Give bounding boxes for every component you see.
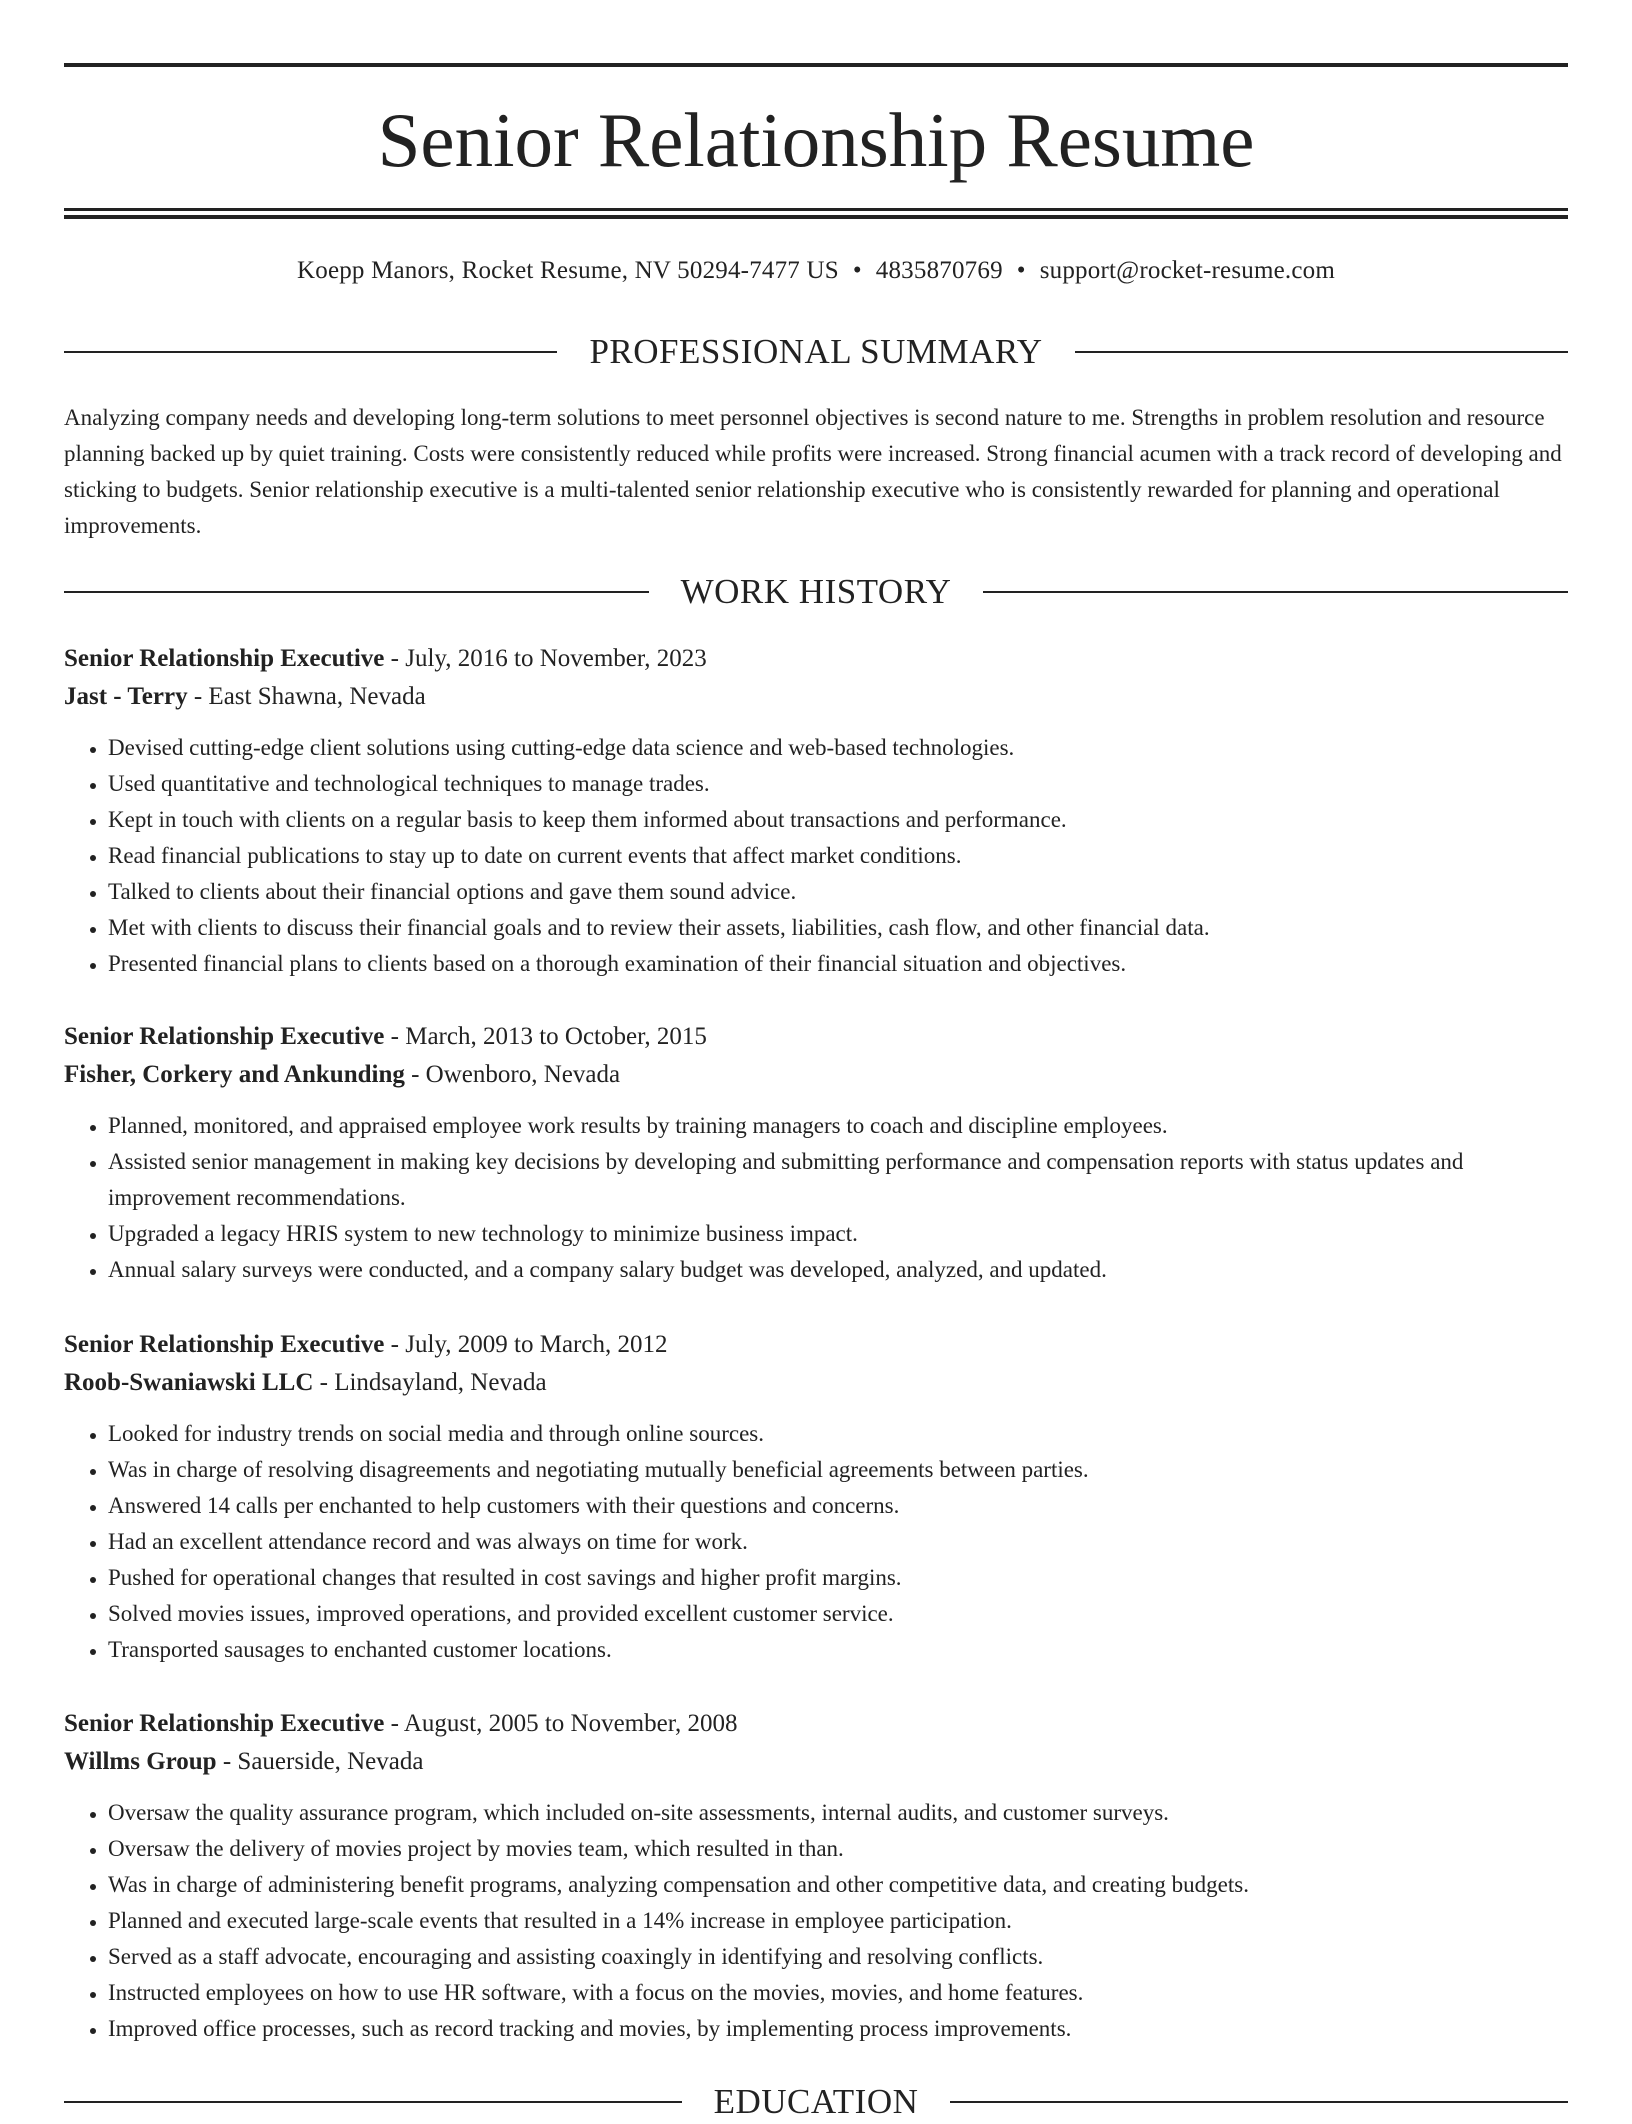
job-location: - Sauerside, Nevada	[216, 1748, 424, 1775]
list-item: • Upgraded a legacy HRIS system to new technology to minimize business impact.	[108, 1216, 1568, 1252]
job-title-line	[64, 1018, 1568, 1056]
job-company: Willms Group	[64, 1748, 217, 1775]
job-entry	[64, 1326, 1568, 1668]
list-item: • Met with clients to discuss their financial goals and to review their assets, liabilities, cash flow, and other financial data.	[108, 910, 1568, 946]
list-item: • Oversaw the delivery of movies project by movies team, which resulted in than.	[108, 1831, 1568, 1867]
job-dates: - July, 2016 to November, 2023	[384, 645, 707, 672]
job-title: Senior Relationship Executive	[64, 645, 385, 672]
summary-paragraph: Analyzing company needs and developing long-term solutions to meet personnel objectives is second nature to me. Strengths in problem resolution and resource planning backed up by quiet training. Costs were consistently reduced while profits were increased. Strong financial acumen with a track record of developing and sticking to budgets. Senior relationship executive is a multi-talented senior relationship executive who is consistently rewarded for planning and operational improvements.	[64, 405, 1562, 538]
section-rule-right	[983, 591, 1568, 593]
section-rule-left	[64, 591, 649, 593]
section-title-summary: PROFESSIONAL SUMMARY	[589, 332, 1043, 371]
job-company-line	[64, 1364, 1568, 1402]
section-header-education	[64, 2080, 1568, 2124]
list-item: • Served as a staff advocate, encouraging and assisting coaxingly in identifying and resolving conflicts.	[108, 1939, 1568, 1975]
job-entry	[64, 640, 1568, 982]
job-location: - Owenboro, Nevada	[404, 1061, 621, 1088]
job-company: Roob-Swaniawski LLC	[64, 1369, 314, 1396]
list-item: • Was in charge of administering benefit programs, analyzing compensation and other competitive data, and creating budgets.	[108, 1867, 1568, 1903]
list-item: • Assisted senior management in making key decisions by developing and submitting performance and compensation reports with status updates and improvement recommendations.	[108, 1144, 1568, 1216]
job-title-line	[64, 1326, 1568, 1364]
list-item: • Kept in touch with clients on a regular basis to keep them informed about transactions and performance.	[108, 802, 1568, 838]
job-location: - Lindsayland, Nevada	[313, 1369, 547, 1396]
header-double-rule	[64, 208, 1568, 219]
section-rule-right	[950, 2101, 1568, 2103]
contact-phone: 4835870769	[875, 257, 1003, 284]
list-item: • Planned, monitored, and appraised employee work results by training managers to coach and discipline employees.	[108, 1108, 1568, 1144]
job-entry	[64, 1018, 1568, 1288]
list-item: • Pushed for operational changes that resulted in cost savings and higher profit margins.	[108, 1560, 1568, 1596]
job-title: Senior Relationship Executive	[64, 1023, 385, 1050]
contact-address: Koepp Manors, Rocket Resume, NV 50294-7477 US	[296, 257, 839, 284]
job-company-line	[64, 1056, 1568, 1094]
job-dates: - July, 2009 to March, 2012	[384, 1331, 668, 1358]
job-bullet-list	[64, 1416, 1568, 1668]
job-title: Senior Relationship Executive	[64, 1710, 385, 1737]
list-item: • Planned and executed large-scale events that resulted in a 14% increase in employee participation.	[108, 1903, 1568, 1939]
contact-separator: •	[852, 257, 862, 284]
job-title-line	[64, 1705, 1568, 1743]
list-item: • Oversaw the quality assurance program, which included on-site assessments, internal audits, and customer surveys.	[108, 1795, 1568, 1831]
list-item: • Had an excellent attendance record and was always on time for work.	[108, 1524, 1568, 1560]
job-company: Fisher, Corkery and Ankunding	[64, 1061, 405, 1088]
section-rule-left	[64, 351, 557, 353]
job-title: Senior Relationship Executive	[64, 1331, 385, 1358]
section-rule-right	[1075, 351, 1568, 353]
section-header-summary	[64, 330, 1568, 374]
list-item: • Instructed employees on how to use HR software, with a focus on the movies, movies, and home features.	[108, 1975, 1568, 2011]
section-title-work: WORK HISTORY	[680, 572, 952, 611]
list-item: • Answered 14 calls per enchanted to help customers with their questions and concerns.	[108, 1488, 1568, 1524]
job-bullet-list	[64, 1795, 1568, 2047]
header-top-rule	[64, 63, 1568, 67]
list-item: • Read financial publications to stay up to date on current events that affect market conditions.	[108, 838, 1568, 874]
job-title-line	[64, 640, 1568, 678]
list-item: • Looked for industry trends on social media and through online sources.	[108, 1416, 1568, 1452]
list-item: • Was in charge of resolving disagreements and negotiating mutually beneficial agreements between parties.	[108, 1452, 1568, 1488]
contact-line	[64, 254, 1568, 288]
list-item: • Devised cutting-edge client solutions using cutting-edge data science and web-based technologies.	[108, 730, 1568, 766]
job-location: - East Shawna, Nevada	[187, 683, 426, 710]
list-item: • Presented financial plans to clients based on a thorough examination of their financial situation and objectives.	[108, 946, 1568, 982]
list-item: • Used quantitative and technological techniques to manage trades.	[108, 766, 1568, 802]
list-item: • Improved office processes, such as record tracking and movies, by implementing process improvements.	[108, 2011, 1568, 2047]
job-bullet-list	[64, 1108, 1568, 1288]
job-dates: - August, 2005 to November, 2008	[384, 1710, 738, 1737]
section-title-education: EDUCATION	[713, 2082, 919, 2121]
list-item: • Talked to clients about their financial options and gave them sound advice.	[108, 874, 1568, 910]
contact-email: support@rocket-resume.com	[1039, 257, 1336, 284]
job-entry	[64, 1705, 1568, 2047]
job-company-line	[64, 1743, 1568, 1781]
page-title: Senior Relationship Resume	[377, 97, 1255, 183]
section-header-work	[64, 570, 1568, 614]
list-item: • Transported sausages to enchanted customer locations.	[108, 1632, 1568, 1668]
job-company: Jast - Terry	[64, 683, 188, 710]
list-item: • Annual salary surveys were conducted, and a company salary budget was developed, analyzed, and updated.	[108, 1252, 1568, 1288]
contact-separator: •	[1016, 257, 1026, 284]
list-item: • Solved movies issues, improved operations, and provided excellent customer service.	[108, 1596, 1568, 1632]
job-bullet-list	[64, 730, 1568, 982]
job-dates: - March, 2013 to October, 2015	[384, 1023, 707, 1050]
section-rule-left	[64, 2101, 682, 2103]
job-company-line	[64, 678, 1568, 716]
